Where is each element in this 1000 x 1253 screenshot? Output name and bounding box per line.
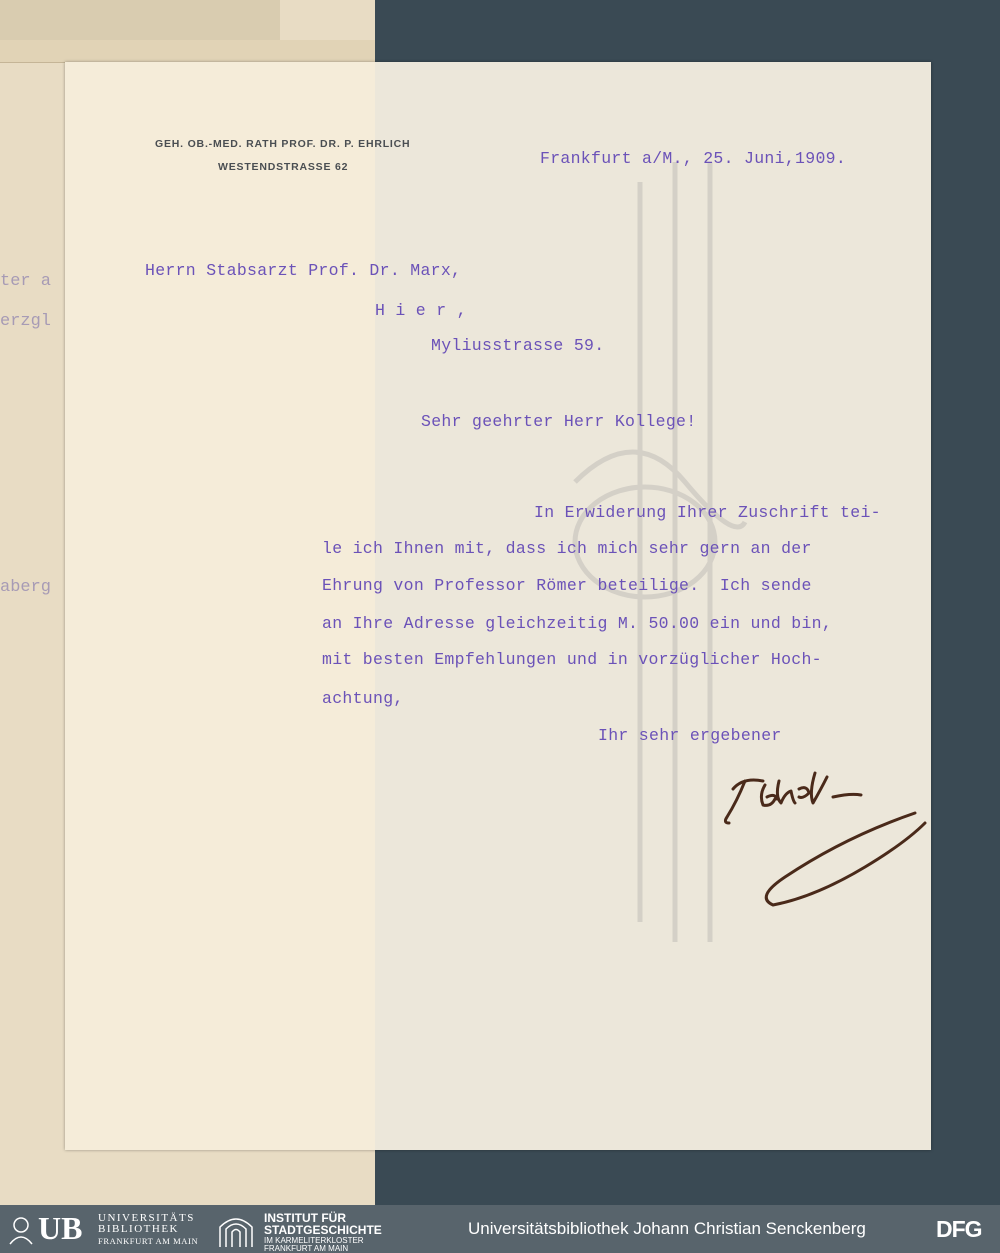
body-line: an Ihre Adresse gleichzeitig M. 50.00 ein und bin,	[322, 614, 833, 633]
recipient-street: Myliusstrasse 59.	[431, 336, 605, 355]
body-line: Ehrung von Professor Römer beteilige. Ich sende	[322, 576, 812, 595]
letterhead-address: WESTENDSTRASSE 62	[218, 161, 349, 173]
isg-sub-line: FRANKFURT AM MAIN	[264, 1244, 349, 1253]
closing: Ihr sehr ergebener	[598, 726, 782, 745]
body-line: mit besten Empfehlungen und in vorzüglicher Hoch-	[322, 650, 822, 669]
back-fragment: aberg	[0, 578, 52, 597]
date-line: Frankfurt a/M., 25. Juni,1909.	[540, 149, 847, 168]
back-sheet-fold	[0, 40, 375, 63]
letter-sheet	[65, 62, 931, 1150]
recipient-place: H i e r ,	[375, 301, 467, 320]
ub-name-line: UNIVERSITÄTS	[98, 1212, 195, 1224]
ub-portrait-icon	[6, 1213, 36, 1245]
back-fragment: ter a	[0, 272, 52, 291]
isg-arch-icon	[216, 1213, 256, 1247]
body-line: In Erwiderung Ihrer Zuschrift tei-	[534, 503, 881, 522]
letter-overlap-area	[65, 62, 375, 1150]
isg-title-line: STADTGESCHICHTE	[264, 1223, 382, 1237]
letterhead-name: GEH. OB.-MED. RATH PROF. DR. P. EHRLICH	[155, 138, 411, 150]
isg-title-line: INSTITUT FÜR	[264, 1211, 346, 1225]
ub-city-line: FRANKFURT AM MAIN	[98, 1236, 199, 1246]
footer-bar	[0, 1205, 1000, 1253]
signature	[715, 767, 935, 967]
isg-sub-line: IM KARMELITERKLOSTER	[264, 1236, 364, 1245]
back-fragment: erzgl	[0, 312, 52, 331]
dfg-logo[interactable]: DFG	[936, 1216, 982, 1242]
body-line: le ich Ihnen mit, dass ich mich sehr gern an der	[322, 539, 812, 558]
body-line: achtung,	[322, 689, 404, 708]
ub-logo-text[interactable]: UB	[38, 1210, 83, 1246]
back-sheet-top-edge	[0, 0, 280, 41]
ub-name-line: BIBLIOTHEK	[98, 1223, 179, 1235]
salutation: Sehr geehrter Herr Kollege!	[421, 412, 697, 431]
library-name[interactable]: Universitätsbibliothek Johann Christian Senckenberg	[468, 1219, 866, 1238]
recipient-name: Herrn Stabsarzt Prof. Dr. Marx,	[145, 261, 462, 280]
